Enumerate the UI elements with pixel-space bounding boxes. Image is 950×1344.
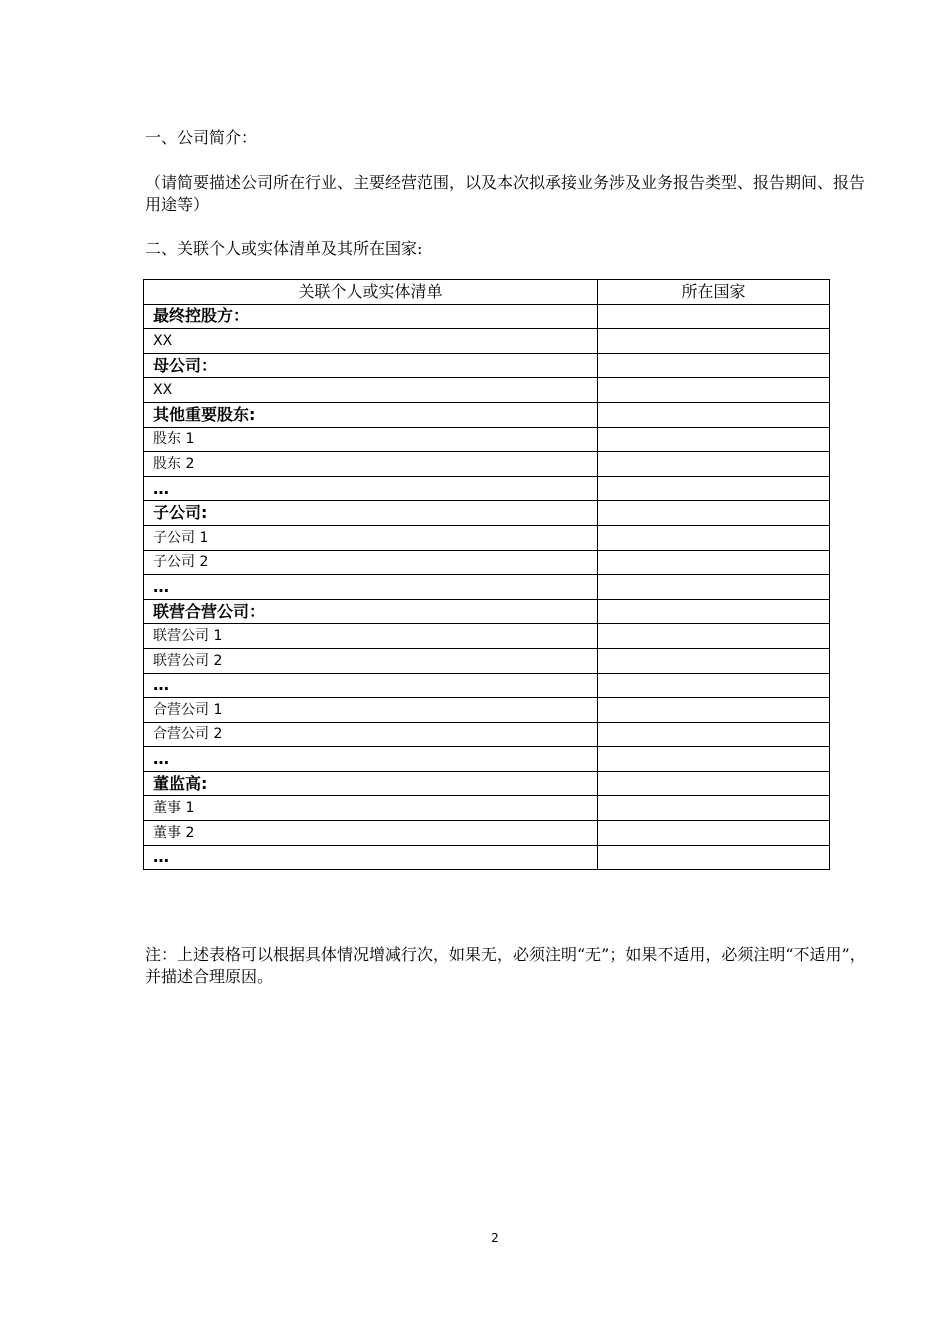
table-row	[144, 845, 830, 870]
table-row	[144, 599, 830, 624]
country-cell	[598, 378, 830, 403]
entity-cell: 子公司 1	[144, 525, 598, 550]
country-cell	[598, 525, 830, 550]
category-label-cell: …	[144, 845, 598, 870]
country-cell	[598, 550, 830, 575]
category-label-cell: 母公司：	[144, 353, 598, 378]
country-cell	[598, 427, 830, 452]
country-cell	[598, 796, 830, 821]
category-label-cell: …	[144, 575, 598, 600]
country-cell	[598, 821, 830, 846]
table-row	[144, 427, 830, 452]
page-number: 2	[491, 1231, 499, 1245]
company-intro-instruction: （请简要描述公司所在行业、主要经营范围，以及本次拟承接业务涉及业务报告类型、报告期间、报告用途等）	[145, 173, 866, 214]
entity-cell: 董事 1	[144, 796, 598, 821]
table-row	[144, 771, 830, 796]
country-cell	[598, 304, 830, 329]
country-cell	[598, 673, 830, 698]
country-cell	[598, 402, 830, 427]
country-cell	[598, 722, 830, 747]
table-row	[144, 624, 830, 649]
entity-cell: 合营公司 2	[144, 722, 598, 747]
section-2-heading: 二、关联个人或实体清单及其所在国家:	[145, 239, 423, 258]
table-row	[144, 329, 830, 354]
category-label-cell: 最终控股方：	[144, 304, 598, 329]
table-row	[144, 476, 830, 501]
header-entity-list: 关联个人或实体清单	[144, 280, 598, 305]
entity-cell: 子公司 2	[144, 550, 598, 575]
table-row	[144, 575, 830, 600]
category-label-cell: 董监高:	[144, 771, 598, 796]
table-row	[144, 525, 830, 550]
country-cell	[598, 599, 830, 624]
entity-cell: 股东 1	[144, 427, 598, 452]
table-row	[144, 796, 830, 821]
entity-cell: 董事 2	[144, 821, 598, 846]
country-cell	[598, 329, 830, 354]
section-1-heading: 一、公司简介：	[145, 128, 258, 147]
table-footnote: 注：上述表格可以根据具体情况增减行次，如果无，必须注明“无”；如果不适用，必须注明“不适用”，并描述合理原因。	[145, 945, 866, 986]
country-cell	[598, 698, 830, 723]
country-cell	[598, 501, 830, 526]
country-cell	[598, 771, 830, 796]
country-cell	[598, 452, 830, 477]
country-cell	[598, 575, 830, 600]
table-row	[144, 452, 830, 477]
table-row	[144, 402, 830, 427]
country-cell	[598, 747, 830, 772]
entity-cell: 联营公司 1	[144, 624, 598, 649]
category-label-cell: …	[144, 673, 598, 698]
country-cell	[598, 624, 830, 649]
country-cell	[598, 648, 830, 673]
table-row	[144, 378, 830, 403]
table-row	[144, 698, 830, 723]
table-row	[144, 550, 830, 575]
table-row	[144, 722, 830, 747]
category-label-cell: …	[144, 747, 598, 772]
entity-cell: 联营公司 2	[144, 648, 598, 673]
category-label-cell: 其他重要股东:	[144, 402, 598, 427]
related-parties-table	[143, 279, 830, 870]
country-cell	[598, 353, 830, 378]
table-row	[144, 673, 830, 698]
header-country: 所在国家	[598, 280, 830, 305]
country-cell	[598, 845, 830, 870]
table-row	[144, 821, 830, 846]
category-label-cell: 联营合营公司：	[144, 599, 598, 624]
table-row	[144, 648, 830, 673]
table-row	[144, 353, 830, 378]
category-label-cell: 子公司:	[144, 501, 598, 526]
table-row	[144, 747, 830, 772]
table-body	[144, 304, 830, 870]
table-header-row	[144, 280, 830, 305]
entity-cell: XX	[144, 329, 598, 354]
entity-cell: XX	[144, 378, 598, 403]
entity-cell: 股东 2	[144, 452, 598, 477]
country-cell	[598, 476, 830, 501]
category-label-cell: …	[144, 476, 598, 501]
entity-cell: 合营公司 1	[144, 698, 598, 723]
table-row	[144, 304, 830, 329]
table-row	[144, 501, 830, 526]
